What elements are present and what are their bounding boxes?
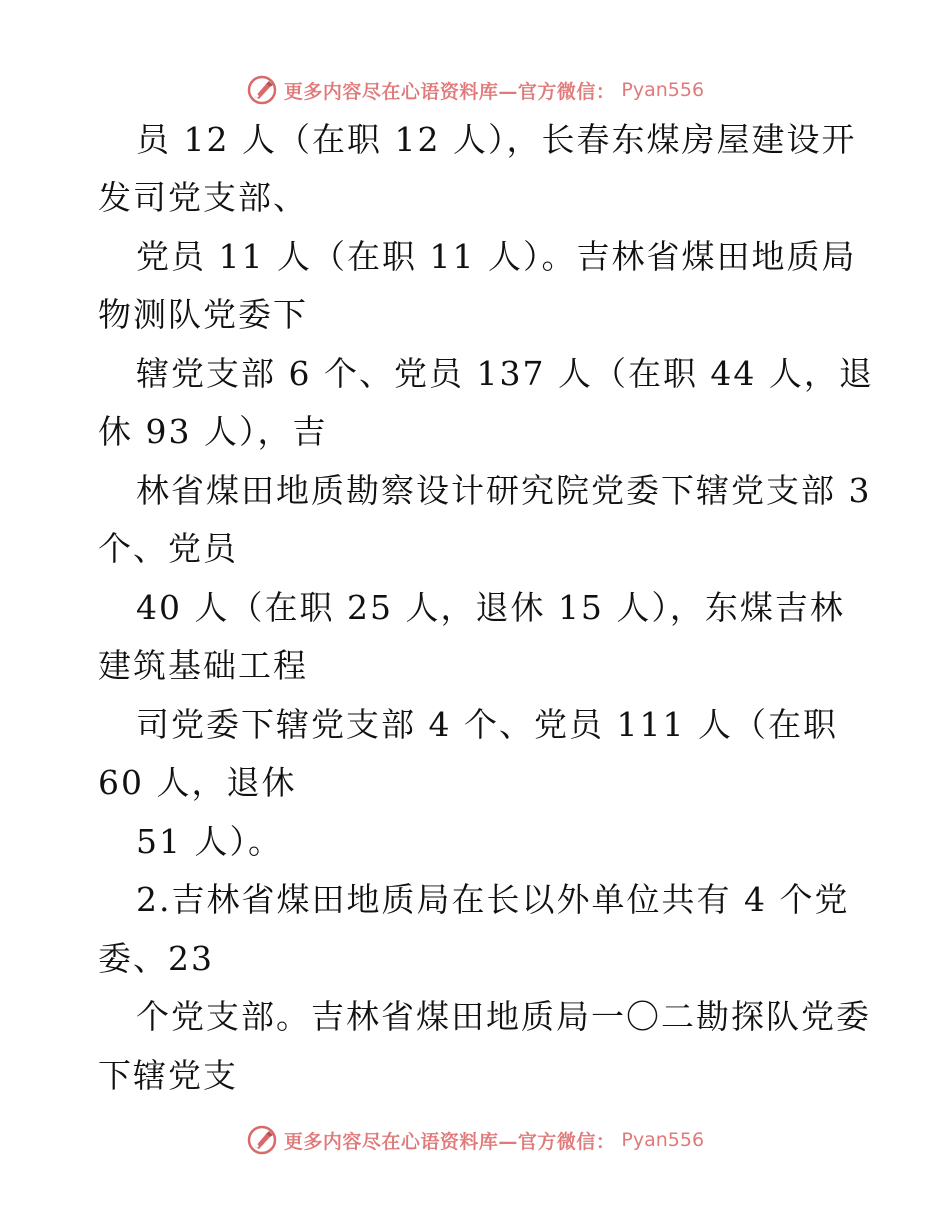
watermark-text: 更多内容尽在心语资料库—官方微信： <box>283 80 616 103</box>
text-line: 林省煤田地质勘察设计研究院党委下辖党支部 3 <box>136 471 872 510</box>
pen-nib-seal-icon <box>246 1124 278 1156</box>
page-header-watermark <box>0 72 950 108</box>
text-line: 辖党支部 6 个、党员 137 人（在职 44 人，退 <box>136 354 874 393</box>
watermark-wechat-id: Pyan556 <box>621 79 705 101</box>
text-line: 下辖党支 <box>98 1056 238 1095</box>
text-line: 2.吉林省煤田地质局在长以外单位共有 4 个党 <box>136 880 850 919</box>
text-line: 司党委下辖党支部 4 个、党员 111 人（在职 <box>136 705 838 744</box>
text-line: 60 人，退休 <box>98 763 297 802</box>
text-line: 党员 11 人（在职 11 人）。吉林省煤田地质局 <box>136 237 857 276</box>
pen-nib-seal-icon <box>246 74 278 106</box>
watermark-wechat-id: Pyan556 <box>621 1129 705 1151</box>
text-line: 个党支部。吉林省煤田地质局一〇二勘探队党委 <box>136 997 871 1036</box>
text-line: 员 12 人（在职 12 人），长春东煤房屋建设开 <box>136 120 857 159</box>
text-line: 发司党支部、 <box>98 178 308 217</box>
text-line: 物测队党委下 <box>98 295 308 334</box>
text-line: 51 人）。 <box>136 822 283 861</box>
text-line: 建筑基础工程 <box>98 646 308 685</box>
text-line: 休 93 人），吉 <box>98 412 328 451</box>
watermark-text: 更多内容尽在心语资料库—官方微信： <box>283 1130 616 1153</box>
page-footer-watermark <box>0 1122 950 1158</box>
text-line: 40 人（在职 25 人，退休 15 人），东煤吉林 <box>136 588 845 627</box>
text-line: 个、党员 <box>98 529 238 568</box>
text-line: 委、23 <box>98 939 214 978</box>
